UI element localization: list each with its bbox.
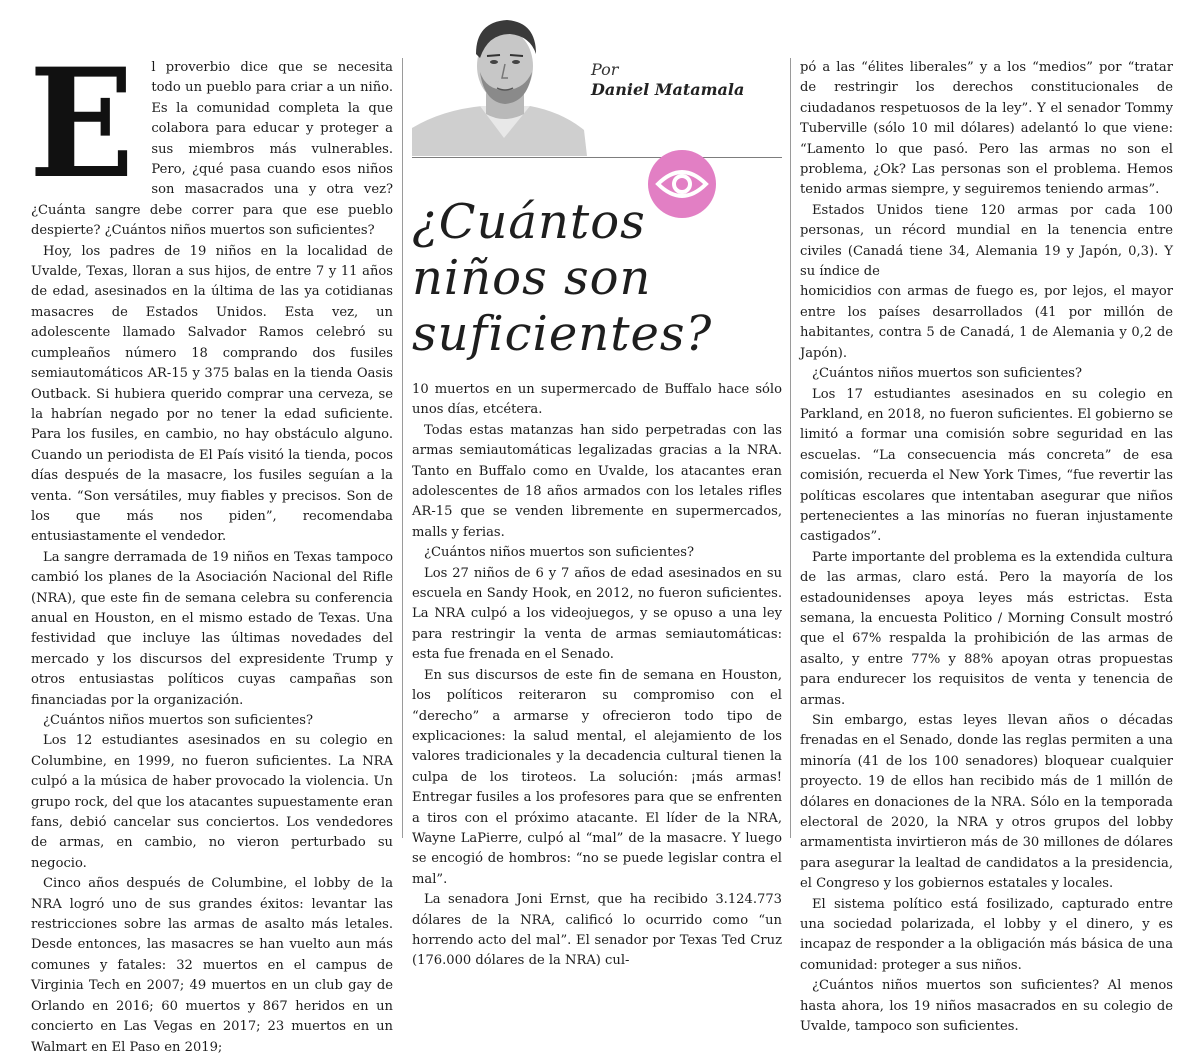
header-divider <box>412 157 782 158</box>
article-paragraph: Hoy, los padres de 19 niños en la localidad de Uvalde, Texas, lloran a sus hijos, de entre 7 y 11 años de edad, asesinados en la última de las ya cotidianas masacres de Estados Unidos. Esta vez, un adolescente llamado Salvador Ramos celebró su cumpleaños número 18 comprando dos fusiles semiautomáticos AR-15 y 375 balas en la tienda Oasis Outback. Si hubiera querido comprar una cerveza, se la habrían negado por no tener la edad suficiente. Para los fusiles, en cambio, no hay obstáculo alguno. Cuando un periodista de El País visitó la tienda, pocos días después de la masacre, los fusiles seguían a la venta. “Son versátiles, muy fiables y precisos. Son de los que más nos piden”, recomendaba entusiastamente el vendedor. <box>31 243 393 545</box>
article-paragraph: Los 17 estudiantes asesinados en su colegio en Parkland, en 2018, no fueron suficientes. El gobierno se limitó a formar una comisión sobre seguridad en las escuelas. “La consecuencia más concreta” de esa comisión, recuerda el New York Times, “fue revertir las políticas escolares que intentaban asegurar que niños pertenecientes a las minorías no fueran injustamente castigados”. <box>800 386 1173 545</box>
article-paragraph: pó a las “élites liberales” y a los “medios” por “tratar de restringir los derechos constitucionales de ciudadanos respetuosos de la ley”. Y el senador Tommy Tuberville (sólo 10 mil dólares) adelantó lo que viene: “Lamento lo que pasó. Pero las armas no son el problema, ¿Ok? Las personas son el problema. Hemos tenido armas siempre, y seguiremos teniendo armas”. <box>800 60 1173 198</box>
article-paragraph: Los 12 estudiantes asesinados en su colegio en Columbine, en 1999, no fueron suficientes. La NRA culpó a la música de haber provocado la violencia. Un grupo rock, del que los atacantes supuestamente eran fans, debió cancelar sus conciertos. Los vendedores de armas, en cambio, no vieron perturbado su negocio. <box>31 733 393 871</box>
article-paragraph: ¿Cuántos niños muertos son suficientes? <box>43 713 313 728</box>
article-paragraph: l proverbio dice que se necesita todo un pueblo para criar a un niño. Es la comunidad completa la que colabora para educar y proteger a sus miembros más vulnerables. Pero, ¿qué pasa cuando esos niños son masacrados una y otra vez? ¿Cuánta sangre debe correr para que ese pueblo despierte? ¿Cuántos niños muertos son suficientes? <box>31 60 393 239</box>
article-paragraph: Parte importante del problema es la extendida cultura de las armas, claro está. Pero la mayoría de los estadounidenses apoya leyes más estrictas. Esta semana, la encuesta Politico / Morning Consult mostró que el 67% respalda la prohibición de las armas de asalto, y entre 77% y 88% apoyan otras propuestas para endurecer los requisitos de venta y tenencia de armas. <box>800 549 1173 708</box>
drop-cap: E <box>29 36 135 212</box>
article-paragraph: La sangre derramada de 19 niños en Texas tampoco cambió los planes de la Asociación Nacional del Rifle (NRA), que este fin de semana celebra su conferencia anual en Houston, en el mismo estado de Texas. Una festividad que incluye las últimas novedades del mercado y los discursos del expresidente Trump y otros entusiastas políticos cuyas campañas son financiadas por la organización. <box>31 549 393 708</box>
article-paragraph: En sus discursos de este fin de semana en Houston, los políticos reiteraron su compromiso con el “derecho” a armarse y ofrecieron todo tipo de explicaciones: la salud mental, el alejamiento de los valores tradicionales y la decadencia cultural tienen la culpa de los tiroteos. La solución: ¡más armas! Entregar fusiles a los profesores para que se enfrenten a tiros con el próximo atacante. El líder de la NRA, Wayne LaPierre, culpó al “mal” de la masacre. Y luego se encogió de hombros: “no se puede legislar contra el mal”. <box>412 667 782 887</box>
article-paragraph: La senadora Joni Ernst, que ha recibido 3.124.773 dólares de la NRA, calificó lo ocurrido como “un horrendo acto del mal”. El senador por Texas Ted Cruz (176.000 dólares de la NRA) cul- <box>412 892 782 969</box>
article-paragraph: ¿Cuántos niños muertos son suficientes? Al menos hasta ahora, los 19 niños masacrados en su colegio de Uvalde, tampoco son suficientes. <box>800 978 1173 1035</box>
article-paragraph: Estados Unidos tiene 120 armas por cada 100 personas, un récord mundial en la tenencia entre civiles (Canadá tiene 34, Alemania 19 y Japón, 0,3). Y su índice de <box>800 202 1173 280</box>
article-column-1 <box>29 36 393 1055</box>
article-paragraph: ¿Cuántos niños muertos son suficientes? <box>424 545 694 561</box>
article-paragraph: Todas estas matanzas han sido perpetradas con las armas semiautomáticas legalizadas gracias a la NRA. Tanto en Buffalo como en Uvalde, los atacantes eran adolescentes de 18 años armados con los letales rifles AR-15 que se venden libremente en supermercados, malls y ferias. <box>412 422 782 540</box>
author-name: Daniel Matamala <box>591 80 745 99</box>
article-paragraph: Sin embargo, estas leyes llevan años o décadas frenadas en el Senado, donde las reglas permiten a una minoría (41 de los 100 senadores) bloquear cualquier proyecto. 19 de ellos han recibido más de 1 millón de dólares en donaciones de la NRA. Sólo en la temporada electoral de 2020, la NRA y otros grupos del lobby armamentista invirtieron más de 30 millones de dólares para asegurar la lealtad de candidatos a la presidencia, el Congreso y los gobiernos estatales y locales. <box>800 713 1173 892</box>
column-rule <box>402 58 403 838</box>
column-rule <box>790 58 791 838</box>
article-column-3 <box>800 58 1173 1035</box>
article-paragraph: ¿Cuántos niños muertos son suficientes? <box>812 366 1082 382</box>
headline: ¿Cuántos niños son suficientes? <box>412 194 713 362</box>
article-paragraph: Cinco años después de Columbine, el lobby de la NRA logró uno de sus grandes éxitos: levantar las restricciones sobre las armas de asalto más letales. Desde entonces, las masacres se han vuelto aun más comunes y fatales: 32 muertos en el campus de Virginia Tech en 2007; 49 muertos en un club gay de Orlando en 2016; 60 muertos y 867 heridos en un concierto en Las Vegas en 2017; 23 muertos en un Walmart en El Paso en 2019; <box>31 876 393 1055</box>
article-paragraph: El sistema político está fosilizado, capturado entre una sociedad polarizada, el lobby y el dinero, y es incapaz de responder a la obligación más básica de una comunidad: proteger a sus niños. <box>800 896 1173 973</box>
article-paragraph: homicidios con armas de fuego es, por lejos, el mayor entre los países desarrollados (41 por millón de habitantes, contra 5 de Canadá, 1 de Alemania y 0,2 de Japón). <box>800 284 1173 361</box>
author-portrait <box>412 10 597 156</box>
byline-prefix: Por <box>591 60 619 79</box>
article-column-2 <box>412 380 782 969</box>
article-paragraph: 10 muertos en un supermercado de Buffalo hace sólo unos días, etcétera. <box>412 382 782 418</box>
article-paragraph: Los 27 niños de 6 y 7 años de edad asesinados en su escuela en Sandy Hook, en 2012, no fueron suficientes. La NRA culpó a los videojuegos, y se opuso a una ley para restringir la venta de armas semiautomáticas: esta fue frenada en el Senado. <box>412 565 782 663</box>
